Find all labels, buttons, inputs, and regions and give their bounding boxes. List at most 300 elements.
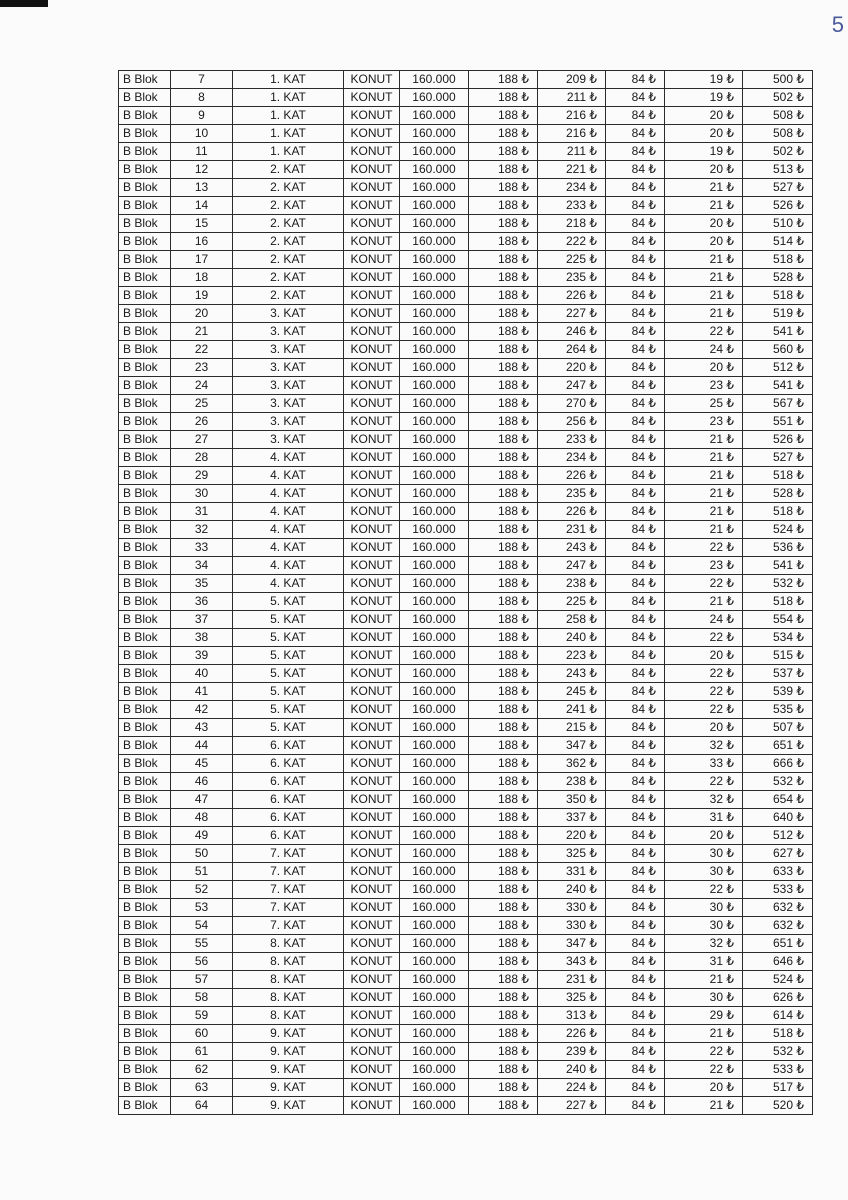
total-cell — [743, 377, 813, 395]
cell-value: B Blok — [123, 522, 158, 536]
cell-value: 3. KAT — [270, 360, 306, 374]
currency-symbol: ₺ — [521, 1080, 529, 1094]
currency-symbol: ₺ — [648, 396, 656, 410]
cell-value: 160.000 — [412, 306, 456, 320]
cell-value: 160.000 — [412, 702, 456, 716]
amount-4-cell — [665, 1043, 743, 1061]
cell-value: 5. KAT — [270, 684, 306, 698]
currency-symbol: ₺ — [726, 936, 734, 950]
cell-value: 30 — [709, 990, 724, 1004]
cell-value: 160.000 — [412, 972, 456, 986]
currency-symbol: ₺ — [589, 990, 597, 1004]
cell-value: 188 — [497, 504, 519, 518]
cell-value: B Blok — [123, 900, 158, 914]
table-row — [119, 467, 813, 485]
cell-value: 160.000 — [412, 900, 456, 914]
currency-symbol: ₺ — [521, 1026, 529, 1040]
amount-3-cell — [606, 539, 665, 557]
total-cell — [743, 881, 813, 899]
cell-value: 518 — [772, 252, 794, 266]
cell-value: 84 — [631, 846, 646, 860]
cell-value: 21 — [709, 432, 724, 446]
table-row — [119, 1043, 813, 1061]
currency-symbol: ₺ — [521, 900, 529, 914]
area-cell — [400, 467, 469, 485]
cell-value: 331 — [565, 864, 587, 878]
cell-value: KONUT — [350, 1080, 393, 1094]
cell-value: 7. KAT — [270, 900, 306, 914]
currency-symbol: ₺ — [648, 666, 656, 680]
amount-1-cell — [469, 1079, 538, 1097]
currency-symbol: ₺ — [796, 522, 804, 536]
cell-value: 9. KAT — [270, 1062, 306, 1076]
cell-value: 188 — [497, 414, 519, 428]
cell-value: 160.000 — [412, 666, 456, 680]
amount-2-cell — [538, 503, 606, 521]
currency-symbol: ₺ — [726, 216, 734, 230]
cell-value: 8. KAT — [270, 936, 306, 950]
cell-value: 222 — [565, 234, 587, 248]
currency-symbol: ₺ — [521, 468, 529, 482]
cell-value: 188 — [497, 990, 519, 1004]
total-cell — [743, 125, 813, 143]
amount-1-cell — [469, 683, 538, 701]
cell-value: B Blok — [123, 306, 158, 320]
amount-3-cell — [606, 305, 665, 323]
cell-value: 9. KAT — [270, 1044, 306, 1058]
cell-value: 84 — [631, 756, 646, 770]
cell-value: 62 — [194, 1062, 209, 1076]
floor-cell — [233, 323, 344, 341]
amount-2-cell — [538, 827, 606, 845]
currency-symbol: ₺ — [589, 108, 597, 122]
currency-symbol: ₺ — [726, 378, 734, 392]
table-row — [119, 197, 813, 215]
cell-value: 160.000 — [412, 918, 456, 932]
cell-value: 6. KAT — [270, 738, 306, 752]
cell-value: 84 — [631, 558, 646, 572]
amount-3-cell — [606, 341, 665, 359]
currency-symbol: ₺ — [796, 126, 804, 140]
cell-value: KONUT — [350, 792, 393, 806]
table-row — [119, 575, 813, 593]
currency-symbol: ₺ — [796, 576, 804, 590]
cell-value: 188 — [497, 756, 519, 770]
cell-value: 21 — [709, 288, 724, 302]
cell-value: 160.000 — [412, 522, 456, 536]
currency-symbol: ₺ — [589, 342, 597, 356]
currency-symbol: ₺ — [589, 612, 597, 626]
amount-3-cell — [606, 413, 665, 431]
area-cell — [400, 557, 469, 575]
amount-2-cell — [538, 719, 606, 737]
total-cell — [743, 791, 813, 809]
cell-value: 22 — [709, 684, 724, 698]
total-cell — [743, 161, 813, 179]
cell-value: 84 — [631, 162, 646, 176]
currency-symbol: ₺ — [796, 972, 804, 986]
cell-value: 188 — [497, 720, 519, 734]
currency-symbol: ₺ — [726, 576, 734, 590]
unit-no-cell — [171, 953, 233, 971]
currency-symbol: ₺ — [796, 540, 804, 554]
cell-value: 22 — [709, 576, 724, 590]
amount-1-cell — [469, 737, 538, 755]
cell-value: 160.000 — [412, 1026, 456, 1040]
cell-value: 188 — [497, 396, 519, 410]
cell-value: 238 — [565, 774, 587, 788]
currency-symbol: ₺ — [648, 324, 656, 338]
cell-value: 188 — [497, 108, 519, 122]
currency-symbol: ₺ — [648, 144, 656, 158]
block-cell — [119, 917, 171, 935]
amount-4-cell — [665, 557, 743, 575]
currency-symbol: ₺ — [796, 918, 804, 932]
cell-value: 160.000 — [412, 810, 456, 824]
cell-value: KONUT — [350, 270, 393, 284]
currency-symbol: ₺ — [589, 828, 597, 842]
currency-symbol: ₺ — [521, 486, 529, 500]
floor-cell — [233, 521, 344, 539]
amount-4-cell — [665, 737, 743, 755]
currency-symbol: ₺ — [521, 612, 529, 626]
cell-value: 84 — [631, 522, 646, 536]
area-cell — [400, 737, 469, 755]
block-cell — [119, 755, 171, 773]
type-cell — [344, 647, 400, 665]
currency-symbol: ₺ — [521, 144, 529, 158]
cell-value: 325 — [565, 990, 587, 1004]
currency-symbol: ₺ — [589, 234, 597, 248]
currency-symbol: ₺ — [796, 1008, 804, 1022]
amount-4-cell — [665, 269, 743, 287]
area-cell — [400, 341, 469, 359]
currency-symbol: ₺ — [796, 558, 804, 572]
cell-value: 84 — [631, 414, 646, 428]
cell-value: 514 — [772, 234, 794, 248]
cell-value: 519 — [772, 306, 794, 320]
cell-value: 160.000 — [412, 288, 456, 302]
floor-cell — [233, 431, 344, 449]
cell-value: B Blok — [123, 1062, 158, 1076]
amount-2-cell — [538, 1097, 606, 1115]
currency-symbol: ₺ — [521, 774, 529, 788]
currency-symbol: ₺ — [521, 972, 529, 986]
total-cell — [743, 935, 813, 953]
amount-1-cell — [469, 971, 538, 989]
currency-symbol: ₺ — [521, 630, 529, 644]
block-cell — [119, 143, 171, 161]
amount-4-cell — [665, 1061, 743, 1079]
total-cell — [743, 953, 813, 971]
amount-3-cell — [606, 989, 665, 1007]
currency-symbol: ₺ — [589, 918, 597, 932]
total-cell — [743, 701, 813, 719]
cell-value: KONUT — [350, 234, 393, 248]
cell-value: 240 — [565, 630, 587, 644]
amount-1-cell — [469, 935, 538, 953]
currency-symbol: ₺ — [726, 522, 734, 536]
cell-value: 3. KAT — [270, 432, 306, 446]
cell-value: 52 — [194, 882, 209, 896]
type-cell — [344, 845, 400, 863]
cell-value: 188 — [497, 468, 519, 482]
amount-2-cell — [538, 593, 606, 611]
cell-value: 221 — [565, 162, 587, 176]
cell-value: 84 — [631, 612, 646, 626]
block-cell — [119, 1043, 171, 1061]
total-cell — [743, 179, 813, 197]
currency-symbol: ₺ — [589, 594, 597, 608]
area-cell — [400, 593, 469, 611]
area-cell — [400, 395, 469, 413]
type-cell — [344, 197, 400, 215]
unit-no-cell — [171, 1007, 233, 1025]
floor-cell — [233, 575, 344, 593]
cell-value: 4. KAT — [270, 450, 306, 464]
cell-value: 5. KAT — [270, 720, 306, 734]
currency-symbol: ₺ — [589, 540, 597, 554]
amount-3-cell — [606, 863, 665, 881]
cell-value: 20 — [709, 216, 724, 230]
currency-symbol: ₺ — [726, 918, 734, 932]
cell-value: 84 — [631, 324, 646, 338]
currency-symbol: ₺ — [521, 1044, 529, 1058]
currency-symbol: ₺ — [648, 306, 656, 320]
cell-value: KONUT — [350, 954, 393, 968]
amount-2-cell — [538, 755, 606, 773]
type-cell — [344, 1025, 400, 1043]
cell-value: 225 — [565, 594, 587, 608]
unit-no-cell — [171, 233, 233, 251]
cell-value: KONUT — [350, 306, 393, 320]
cell-value: B Blok — [123, 576, 158, 590]
currency-symbol: ₺ — [521, 414, 529, 428]
cell-value: 211 — [566, 144, 587, 158]
block-cell — [119, 1007, 171, 1025]
amount-1-cell — [469, 251, 538, 269]
cell-value: 33 — [709, 756, 724, 770]
amount-2-cell — [538, 197, 606, 215]
cell-value: 8. KAT — [270, 972, 306, 986]
currency-symbol: ₺ — [648, 1098, 656, 1112]
currency-symbol: ₺ — [521, 288, 529, 302]
cell-value: 188 — [497, 90, 519, 104]
cell-value: B Blok — [123, 432, 158, 446]
amount-4-cell — [665, 935, 743, 953]
currency-symbol: ₺ — [796, 90, 804, 104]
cell-value: 188 — [497, 162, 519, 176]
cell-value: 14 — [194, 198, 209, 212]
amount-2-cell — [538, 647, 606, 665]
cell-value: 256 — [565, 414, 587, 428]
cell-value: 188 — [497, 882, 519, 896]
cell-value: 19 — [709, 72, 724, 86]
type-cell — [344, 593, 400, 611]
currency-symbol: ₺ — [589, 864, 597, 878]
block-cell — [119, 899, 171, 917]
currency-symbol: ₺ — [648, 540, 656, 554]
amount-2-cell — [538, 233, 606, 251]
amount-3-cell — [606, 431, 665, 449]
amount-1-cell — [469, 395, 538, 413]
block-cell — [119, 863, 171, 881]
cell-value: KONUT — [350, 1062, 393, 1076]
currency-symbol: ₺ — [726, 126, 734, 140]
amount-4-cell — [665, 503, 743, 521]
total-cell — [743, 521, 813, 539]
amount-4-cell — [665, 845, 743, 863]
type-cell — [344, 935, 400, 953]
currency-symbol: ₺ — [648, 1080, 656, 1094]
area-cell — [400, 719, 469, 737]
amount-1-cell — [469, 179, 538, 197]
cell-value: B Blok — [123, 630, 158, 644]
cell-value: 4. KAT — [270, 522, 306, 536]
area-cell — [400, 431, 469, 449]
cell-value: 234 — [565, 450, 587, 464]
currency-symbol: ₺ — [726, 450, 734, 464]
unit-no-cell — [171, 881, 233, 899]
cell-value: 25 — [194, 396, 209, 410]
currency-symbol: ₺ — [796, 360, 804, 374]
currency-symbol: ₺ — [726, 612, 734, 626]
cell-value: 3. KAT — [270, 324, 306, 338]
currency-symbol: ₺ — [521, 450, 529, 464]
cell-value: 233 — [565, 198, 587, 212]
currency-symbol: ₺ — [648, 828, 656, 842]
table-row — [119, 917, 813, 935]
amount-4-cell — [665, 323, 743, 341]
cell-value: 84 — [631, 126, 646, 140]
amount-3-cell — [606, 395, 665, 413]
unit-no-cell — [171, 611, 233, 629]
unit-no-cell — [171, 503, 233, 521]
currency-symbol: ₺ — [521, 378, 529, 392]
block-cell — [119, 773, 171, 791]
cell-value: 15 — [194, 216, 209, 230]
cell-value: 633 — [772, 864, 794, 878]
amount-3-cell — [606, 575, 665, 593]
amount-1-cell — [469, 503, 538, 521]
currency-symbol: ₺ — [521, 306, 529, 320]
cell-value: KONUT — [350, 378, 393, 392]
cell-value: 247 — [565, 558, 587, 572]
cell-value: 20 — [709, 108, 724, 122]
currency-symbol: ₺ — [726, 162, 734, 176]
cell-value: 3. KAT — [270, 342, 306, 356]
currency-symbol: ₺ — [726, 648, 734, 662]
cell-value: B Blok — [123, 342, 158, 356]
total-cell — [743, 665, 813, 683]
table-body — [119, 71, 813, 1115]
currency-symbol: ₺ — [796, 234, 804, 248]
cell-value: 60 — [194, 1026, 209, 1040]
block-cell — [119, 953, 171, 971]
amount-1-cell — [469, 701, 538, 719]
cell-value: 160.000 — [412, 738, 456, 752]
cell-value: B Blok — [123, 792, 158, 806]
cell-value: KONUT — [350, 252, 393, 266]
block-cell — [119, 251, 171, 269]
unit-no-cell — [171, 413, 233, 431]
amount-2-cell — [538, 917, 606, 935]
cell-value: 160.000 — [412, 684, 456, 698]
floor-cell — [233, 251, 344, 269]
cell-value: 84 — [631, 918, 646, 932]
unit-no-cell — [171, 521, 233, 539]
type-cell — [344, 683, 400, 701]
table-row — [119, 755, 813, 773]
cell-value: 160.000 — [412, 414, 456, 428]
table-row — [119, 737, 813, 755]
area-cell — [400, 197, 469, 215]
floor-cell — [233, 359, 344, 377]
currency-symbol: ₺ — [726, 342, 734, 356]
cell-value: B Blok — [123, 378, 158, 392]
amount-2-cell — [538, 989, 606, 1007]
currency-symbol: ₺ — [589, 162, 597, 176]
currency-symbol: ₺ — [726, 810, 734, 824]
cell-value: 160.000 — [412, 144, 456, 158]
cell-value: 188 — [497, 702, 519, 716]
currency-symbol: ₺ — [726, 234, 734, 248]
currency-symbol: ₺ — [726, 900, 734, 914]
amount-3-cell — [606, 773, 665, 791]
cell-value: 84 — [631, 720, 646, 734]
amount-3-cell — [606, 1007, 665, 1025]
currency-symbol: ₺ — [589, 774, 597, 788]
currency-symbol: ₺ — [589, 1008, 597, 1022]
block-cell — [119, 611, 171, 629]
cell-value: 7. KAT — [270, 864, 306, 878]
cell-value: 541 — [772, 324, 794, 338]
currency-symbol: ₺ — [726, 252, 734, 266]
total-cell — [743, 107, 813, 125]
cell-value: 30 — [709, 918, 724, 932]
currency-symbol: ₺ — [726, 468, 734, 482]
amount-4-cell — [665, 215, 743, 233]
area-cell — [400, 629, 469, 647]
currency-symbol: ₺ — [796, 1062, 804, 1076]
cell-value: B Blok — [123, 198, 158, 212]
cell-value: 21 — [709, 450, 724, 464]
amount-2-cell — [538, 71, 606, 89]
amount-4-cell — [665, 791, 743, 809]
amount-1-cell — [469, 1007, 538, 1025]
currency-symbol: ₺ — [796, 72, 804, 86]
type-cell — [344, 341, 400, 359]
cell-value: 160.000 — [412, 1044, 456, 1058]
floor-cell — [233, 827, 344, 845]
currency-symbol: ₺ — [726, 198, 734, 212]
amount-2-cell — [538, 557, 606, 575]
cell-value: 84 — [631, 1062, 646, 1076]
cell-value: 22 — [709, 1062, 724, 1076]
cell-value: 19 — [709, 90, 724, 104]
cell-value: 20 — [709, 828, 724, 842]
cell-value: 56 — [194, 954, 209, 968]
currency-symbol: ₺ — [726, 486, 734, 500]
table-row — [119, 341, 813, 359]
cell-value: 84 — [631, 792, 646, 806]
table-row — [119, 701, 813, 719]
cell-value: 5. KAT — [270, 702, 306, 716]
block-cell — [119, 809, 171, 827]
amount-2-cell — [538, 359, 606, 377]
cell-value: B Blok — [123, 846, 158, 860]
cell-value: 21 — [709, 1026, 724, 1040]
